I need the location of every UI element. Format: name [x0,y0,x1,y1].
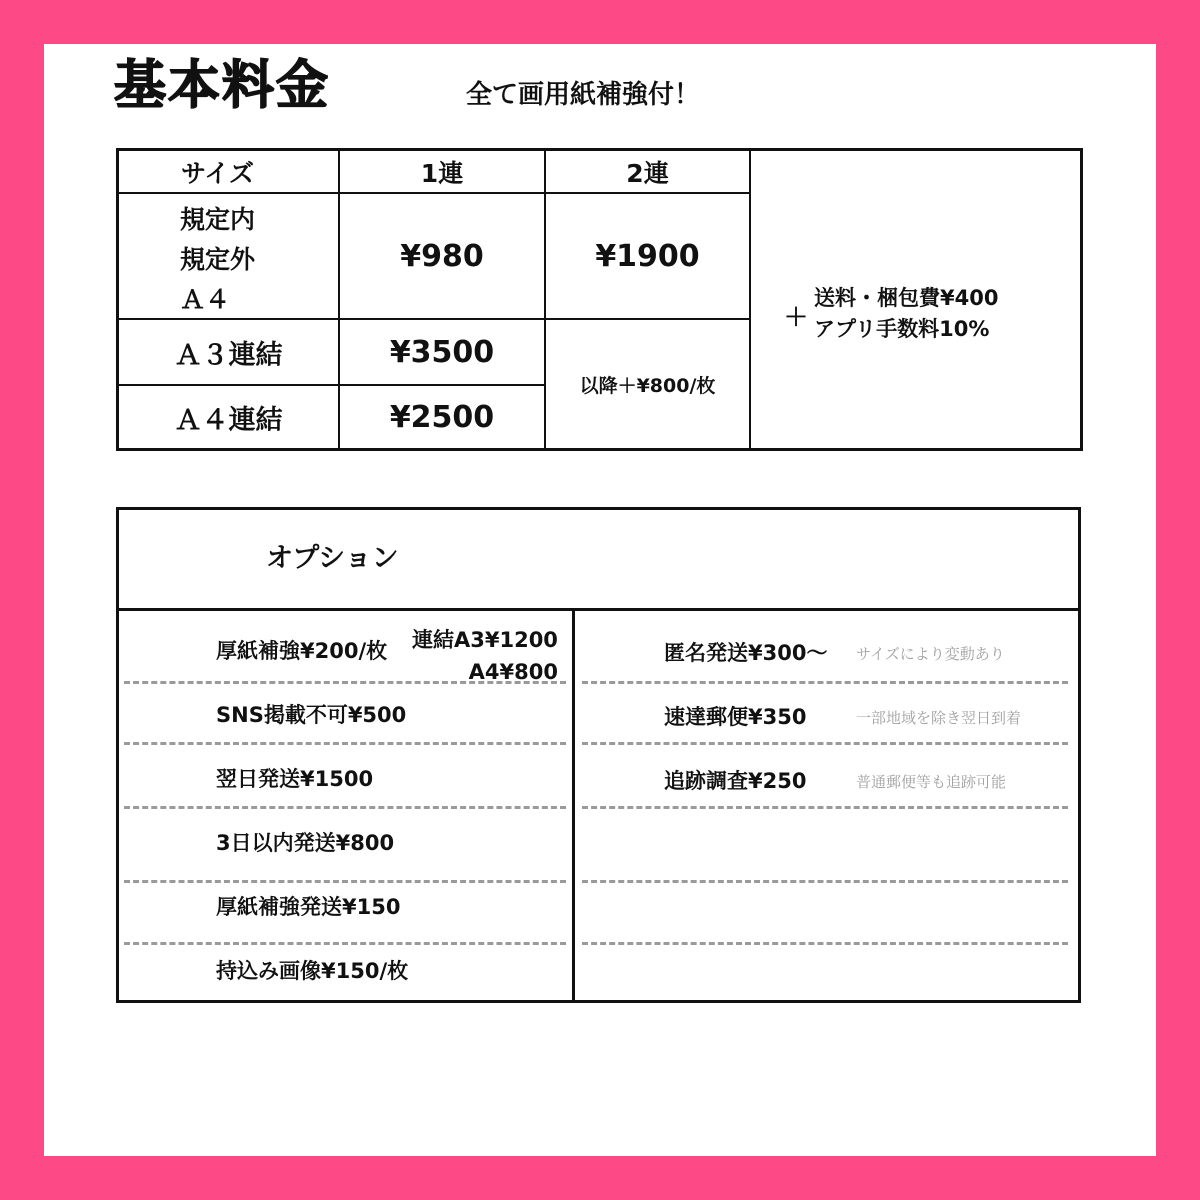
option-joined-thick-paper [412,624,558,688]
standard-price-double: ¥1900 [595,238,700,274]
header-double: 2連 [626,158,669,188]
note-express-mail: 一部地域を除き翌日到着 [856,709,1022,727]
table-border-right [1080,148,1083,451]
plus-sign: ＋ [784,302,808,331]
option-bring-own-image: 持込み画像¥150/枚 [216,959,409,983]
row-separator [582,880,1068,883]
option-no-sns: SNS掲載不可¥500 [216,703,407,727]
a3-joined-label: Ａ３連結 [174,339,283,371]
options-border-left [116,507,119,1003]
option-joined-a4: A4¥800 [468,660,558,684]
note-tracking: 普通郵便等も追跡可能 [856,773,1007,791]
option-joined-a3: 連結A3¥1200 [412,628,558,652]
row-separator [582,942,1068,945]
standard-price-single: ¥980 [400,238,484,274]
row-separator [124,942,566,945]
note-anonymous-shipping: サイズにより変動あり [856,645,1005,663]
standard-size-list [180,200,255,320]
options-title: オプション [266,543,399,574]
options-border-top [116,507,1081,510]
row-separator [582,681,1068,684]
row-separator [582,806,1068,809]
options-title-divider [116,608,1081,611]
option-express-mail: 速達郵便¥350 [664,705,807,729]
page-title: 基本料金 [114,56,331,116]
a4-joined-label: Ａ４連結 [174,404,283,436]
option-thick-paper: 厚紙補強¥200/枚 [216,639,388,663]
app-fee: アプリ手数料10% [814,317,990,341]
option-next-day: 翌日発送¥1500 [216,767,374,791]
row-separator [124,806,566,809]
option-tracking: 追跡調査¥250 [664,769,807,793]
option-anonymous-shipping: 匿名発送¥300〜 [664,641,828,665]
option-within-3-days: 3日以内発送¥800 [216,831,395,855]
size-within-spec: 規定内 [180,205,256,234]
option-thick-paper-shipping: 厚紙補強発送¥150 [216,895,401,919]
row-separator [124,880,566,883]
page-subtitle: 全て画用紙補強付！ [466,80,701,110]
table-border-bottom [116,448,1082,451]
row-separator [582,742,1068,745]
options-border-right [1078,507,1081,1003]
options-border-bottom [116,1000,1081,1003]
size-a4: Ａ４ [180,285,231,314]
header-single: 1連 [420,158,464,188]
a4-joined-price: ¥2500 [389,399,495,435]
table-divider [749,148,751,451]
extra-fees [784,283,998,345]
shipping-fee: 送料・梱包費¥400 [814,286,999,310]
size-outside-spec: 規定外 [180,245,256,274]
options-column-divider [572,608,575,1003]
additional-sheet-note: 以降＋¥800/枚 [579,374,716,397]
a3-joined-price: ¥3500 [389,334,495,370]
header-size: サイズ [181,158,255,188]
row-separator [124,742,566,745]
